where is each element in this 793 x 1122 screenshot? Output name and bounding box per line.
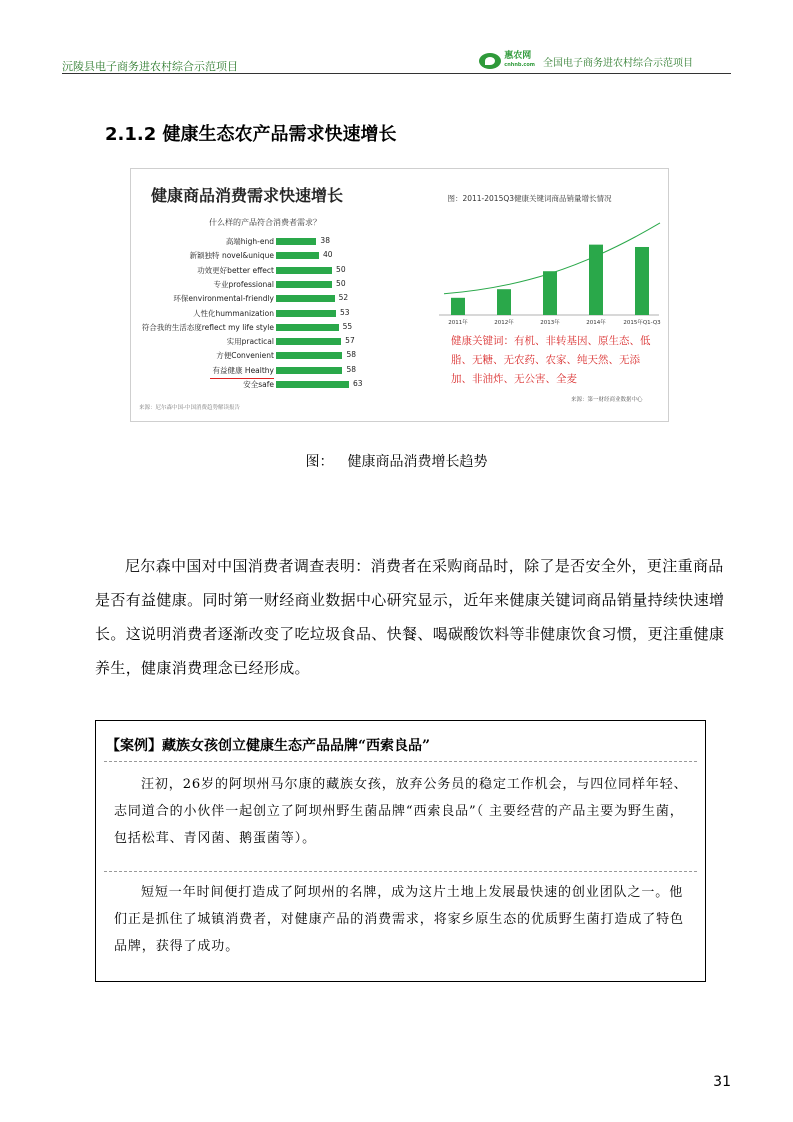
x-tick-label: 2011年 [448,320,468,326]
bar-value-label: 53 [339,307,350,317]
bar-value-label: 40 [323,250,333,260]
case-box [95,720,706,982]
bar-category-label: 有益健康 Healthy [212,365,274,375]
left-chart-title: 健康商品消费需求快速增长 [151,186,344,205]
health-keywords: 健康关键词：有机、非转基因、原生态、低脂、无糖、无农药、农家、纯天然、无添加、非油炸、无公害、全麦 [451,335,651,385]
left-chart-source: 来源：尼尔森中国-中国消费趋势解读报告 [139,405,240,411]
page-number: 31 [713,1074,731,1090]
bar [276,281,332,288]
bar-category-label: 功效更好better effect [197,265,274,275]
figure-caption [0,451,793,471]
bar [276,310,336,317]
bar-category-label: 符合我的生活态度reflect my life style [141,322,274,332]
case-title: 【案例】藏族女孩创立健康生态产品品牌“西索良品” [106,738,431,754]
bar-category-label: 环保environmental-friendly [173,294,274,304]
bar-row [131,349,431,362]
body-paragraph: 尼尔森中国对中国消费者调查表明：消费者在采购商品时，除了是否安全外，更注重商品是否有益健康。同时第一财经商业数据中心研究显示，近年来健康关键词商品销量持续快速增长。这说明消费者逐渐改变了吃垃圾食品、快餐、喝碳酸饮料等非健康饮食习惯，更注重健康养生，健康消费理念已经形成。 [95,557,725,677]
bar-row [131,364,431,377]
logo [479,52,535,70]
header-right-text: 全国电子商务进农村综合示范项目 [543,57,693,69]
bar [276,252,319,259]
bar-row [131,264,431,277]
x-tick-label: 2012年 [494,320,514,326]
bar-value-label: 58 [346,350,357,360]
bar-category-label: 人性化hummanization [193,308,274,318]
section-title: 2.1.2 健康生态农产品需求快速增长 [105,124,397,145]
bar [276,324,339,331]
bar-value-label: 38 [320,236,330,245]
bar [276,352,342,359]
healthy-underline [210,378,274,379]
bar-value-label: 63 [352,379,363,388]
bar [276,267,332,274]
header-divider [62,73,731,74]
bar-value-label: 52 [338,293,349,303]
case-divider [104,871,697,872]
logo-text: 惠农网 [504,51,532,61]
caption-text: 健康商品消费增长趋势 [347,454,488,470]
leaf-logo-icon [479,53,501,69]
right-chart-source: 来源：第一财经商业数据中心 [571,397,643,403]
bar [276,381,349,388]
bar-row [131,235,431,248]
left-chart-subtitle: 什么样的产品符合消费者需求？ [209,218,321,227]
bar-value-label: 58 [346,364,357,374]
bar [276,295,335,302]
bar-category-label: 新颖独特 novel&unique [189,251,274,261]
bar-row [131,335,431,348]
bar-row [131,249,431,262]
bar-value-label: 50 [336,278,346,288]
case-paragraph-2: 短短一年时间便打造成了阿坝州的名牌，成为这片土地上发展最快速的创业团队之一。他们正是抓住了城镇消费者，对健康产品的消费需求，将家乡原生态的优质野生菌打造成了特色品牌，获得了成功。 [114,885,684,954]
bar-row [131,278,431,291]
bar [543,271,557,315]
x-tick-label: 2014年 [586,320,606,326]
header-right [479,52,693,70]
x-tick-label: 2013年 [540,320,560,326]
caption-label: 图： [305,454,334,470]
bar-row [131,307,431,320]
bar-value-label: 57 [345,336,355,346]
bar-category-label: 高端high-end [225,237,274,246]
bar-category-label: 安全safe [243,380,274,389]
bar-category-label: 方便Convenient [216,351,274,361]
bar [276,367,342,374]
bar [276,338,341,345]
bar [451,298,465,315]
bar-row [131,292,431,305]
right-chart-title: 图：2011-2015Q3健康关键词商品销量增长情况 [447,194,612,203]
bar [497,289,511,315]
bar [589,245,603,315]
bar-value-label: 50 [336,264,346,274]
bar-row [131,321,431,334]
bar-category-label: 实用practical [226,337,274,347]
bar [276,238,316,245]
case-divider [104,761,697,762]
x-tick-label: 2015年Q1-Q3 [623,320,661,326]
bar-category-label: 专业professional [213,279,274,289]
logo-subtext: cnhnb.com [504,62,535,68]
header-left-text: 沅陵县电子商务进农村综合示范项目 [62,60,238,73]
bar-row [131,378,431,391]
bar-value-label: 55 [342,321,353,331]
vertical-bar-chart [431,219,661,331]
bar [635,247,649,315]
figure-image [130,168,669,422]
case-paragraph-1: 汪初，26岁的阿坝州马尔康的藏族女孩，放弃公务员的稳定工作机会，与四位同样年轻、志同道合的小伙伴一起创立了阿坝州野生菌品牌“西索良品”（ 主要经营的产品主要为野生菌，包括松茸、青冈菌、鹅蛋菌等）。 [114,777,688,846]
